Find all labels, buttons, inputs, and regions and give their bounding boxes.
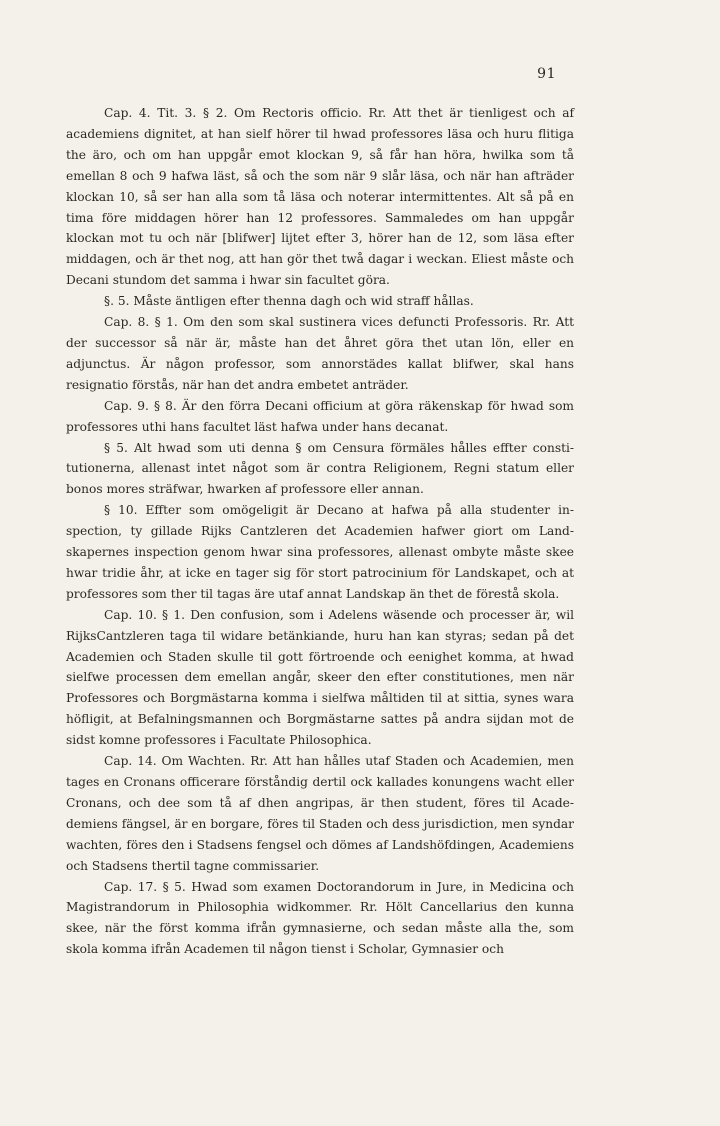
paragraph-cap9: Cap. 9. § 8. Är den förra Decani officium at göra räkenskap för hwad som professores uthi hans facultet läst hafwa under hans decanat. xyxy=(66,398,574,434)
page-number: 91 xyxy=(537,66,556,82)
paragraph-cap17: Cap. 17. § 5. Hwad som examen Doctorandorum in Jure, in Medicina och Magistrandorum in Philosophia widkommer. Rr. Hölt Cancellarius den kunna skee, när the först komma ifrån gymnasierne, och sedan måste alla the, som skola komma ifrån Academen til någon tienst i Scholar, Gymnasier och xyxy=(66,879,574,957)
paragraph-s10: § 10. Effter som omögeligit är Decano at hafwa på alla studenter inspection, ty gillade Rijks Cantzleren det Academien hafwer giort om Landskapernes inspection genom hwar sina professores, allenast ombyte måste skee hwar tridie åhr, at icke en tager sig för stort patrocinium för Landskapet, och at professores som ther til tagas äre utaf annat Landskap än thet de förestå skola. xyxy=(66,503,574,601)
paragraph-censura: § 5. Alt hwad som uti denna § om Censura förmäles hålles effter constitutionerna, allenast intet något som är contra Religionem, Regni statum eller bonos mores sträfwar, hwarken af professore eller annan. xyxy=(66,440,574,497)
paragraph-cap4: Cap. 4. Tit. 3. § 2. Om Rectoris officio. Rr. Att thet är tienligest och af academiens dignitet, at han sielf hörer til hwad professores läsa och huru flitiga the äro, och om han uppgår emot klockan 9, så får han höra, hwilka som tå emellan 8 och 9 hafwa läst, så och the som när 9 slår läsa, och när han afträder klockan 10, så ser han alla som tå läsa och noterar intermittentes. Alt så på en tima före middagen hörer han 12 professores. Sammaledes om han uppgår klockan mot tu och när [blifwer] lijtet efter 3, hörer han de 12, som läsa efter middagen, och är thet nog, att han gör thet twå dagar i weckan. Eliest måste och Decani stundom det samma i hwar sin facultet göra. xyxy=(66,106,574,288)
paragraph-s5: §. 5. Måste äntligen efter thenna dagh och wid straff hållas. xyxy=(104,294,474,309)
paragraph-cap10: Cap. 10. § 1. Den confusion, som i Adelens wäsende och processer är, wil RijksCantzleren taga til widare betänkiande, huru han kan styras; sedan på det Academien och Staden skulle til gott förtroende och eenighet komma, at hwad sielfwe processen dem emellan angår, skeer den efter constitutiones, men när Professores och Borgmästarna komma i sielfwa måltiden til at sittia, synes wara höfligit, at Befalningsmannen och Borgmästarne sattes på andra sijdan mot de sidst komne professores i Facultate Philosophica. xyxy=(66,607,574,748)
paragraph-cap14: Cap. 14. Om Wachten. Rr. Att han hålles utaf Staden och Academien, men tages en Cronans officerare förståndig dertil ock kallades konungens wacht eller Cronans, och dee som tå af dhen angripas, är then student, föres til Acadedemiens fängsel, är en borgare, föres til Staden och dess jurisdiction, men syndar wachten, föres den i Stadsens fengsel och dömes af Landshöfdingen, Academiens och Stadsens thertil tagne commissarier. xyxy=(66,754,574,873)
body-text xyxy=(66,103,574,960)
paragraph-cap8: Cap. 8. § 1. Om den som skal sustinera vices defuncti Professoris. Rr. Att der successor så när är, måste han det åhret göra thet utan lön, eller en adjunctus. Är någon professor, som annorstädes kallat blifwer, skal hans resignatio förstås, när han det andra embetet anträder. xyxy=(66,315,574,392)
